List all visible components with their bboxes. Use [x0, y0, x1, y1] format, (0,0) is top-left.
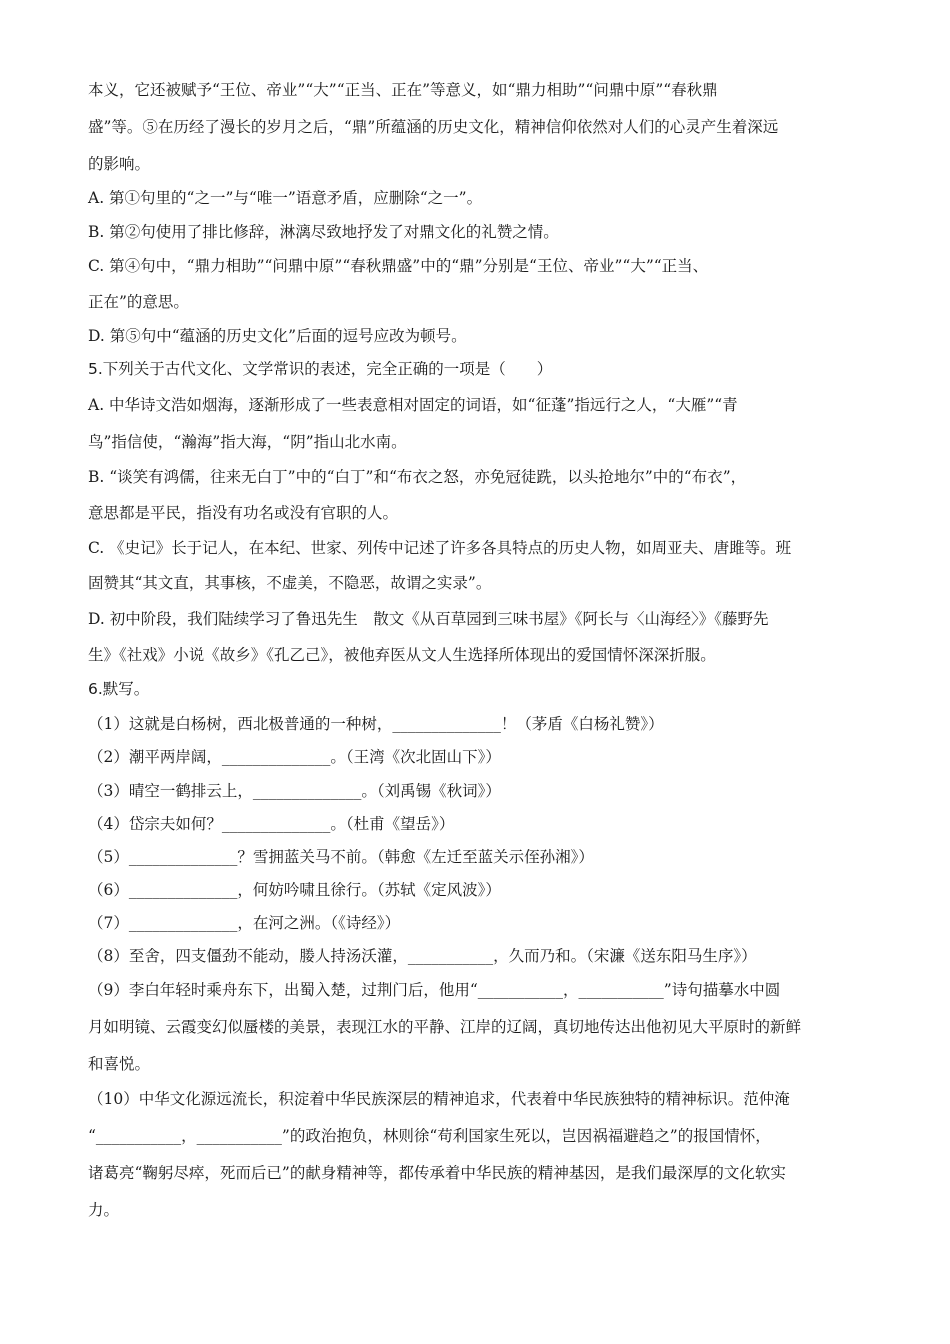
dictation-item: （2）潮平两岸阔，______________。（王湾《次北固山下》）	[88, 748, 501, 766]
option-b: B. “谈笑有鸿儒，往来无白丁”中的“白丁”和“布衣之怒，亦免冠徒跣，以头抢地尔”中的“布衣”，	[88, 468, 747, 486]
dictation-item: （7）______________，在河之洲。（《诗经》）	[88, 914, 401, 932]
question-5: 5.下列关于古代文化、文学常识的表述，完全正确的一项是（ ）	[88, 360, 553, 378]
dictation-item: （5）______________？雪拥蓝关马不前。（韩愈《左迁至蓝关示侄孙湘》）	[88, 848, 594, 866]
text-line: 意思都是平民，指没有功名或没有官职的人。	[88, 504, 399, 522]
text-line: 本义，它还被赋予“王位、帝业”“大”“正当、正在”等意义，如“鼎力相助”“问鼎中原”“春秋鼎	[88, 81, 718, 99]
text-line: 鸟”指信使，“瀚海”指大海，“阴”指山北水南。	[88, 433, 407, 451]
option-d: D. 第⑤句中“蕴涵的历史文化”后面的逗号应改为顿号。	[88, 327, 467, 345]
option-a: A. 第①句里的“之一”与“唯一”语意矛盾，应删除“之一”。	[88, 189, 483, 207]
text-line: 的影响。	[88, 155, 151, 173]
text-line: 月如明镜、云霞变幻似蜃楼的美景，表现江水的平静、江岸的辽阔，真切地传达出他初见大平原时的新鲜	[88, 1018, 802, 1036]
text-line: 盛”等。⑤在历经了漫长的岁月之后，“鼎”所蕴涵的历史文化，精神信仰依然对人们的心灵产生着深远	[88, 118, 779, 136]
text-line: 正在”的意思。	[88, 293, 189, 311]
option-b: B. 第②句使用了排比修辞，淋漓尽致地抒发了对鼎文化的礼赞之情。	[88, 223, 559, 241]
option-c: C. 第④句中，“鼎力相助”“问鼎中原”“春秋鼎盛”中的“鼎”分别是“王位、帝业”“大”“正当、	[88, 257, 709, 275]
option-a: A. 中华诗文浩如烟海，逐渐形成了一些表意相对固定的词语，如“征蓬”指远行之人，“大雁”“青	[88, 396, 738, 414]
text-line: 诸葛亮“鞠躬尽瘁，死而后已”的献身精神等，都传承着中华民族的精神基因，是我们最深厚的文化软实	[88, 1164, 786, 1182]
option-c: C. 《史记》长于记人，在本纪、世家、列传中记述了许多各具特点的历史人物，如周亚夫、唐雎等。班	[88, 539, 792, 557]
dictation-item: （10）中华文化源远流长，积淀着中华民族深层的精神追求，代表着中华民族独特的精神标识。范仲淹	[88, 1090, 790, 1108]
dictation-item: （4）岱宗夫如何？______________。（杜甫《望岳》）	[88, 815, 455, 833]
text-line: 和喜悦。	[88, 1055, 151, 1073]
question-6: 6.默写。	[88, 680, 150, 698]
option-d: D. 初中阶段，我们陆续学习了鲁迅先生 散文《从百草园到三味书屋》《阿长与〈山海经〉》《藤野先	[88, 610, 769, 628]
text-line: 生》《社戏》小说《故乡》《孔乙己》，被他弃医从文人生选择所体现出的爱国情怀深深折服。	[88, 646, 716, 664]
text-line: 固赞其“其文直，其事核，不虚美，不隐恶，故谓之实录”。	[88, 574, 492, 592]
dictation-item: （1）这就是白杨树，西北极普通的一种树，______________！（茅盾《白杨礼赞》）	[88, 715, 664, 733]
text-line: 力。	[88, 1201, 120, 1219]
text-line: “___________，___________”的政治抱负，林则徐“苟利国家生死以，岂因祸福避趋之”的报国情怀，	[88, 1127, 771, 1145]
dictation-item: （3）晴空一鹤排云上，______________。（刘禹锡《秋词》）	[88, 782, 501, 800]
dictation-item: （6）______________，何妨吟啸且徐行。（苏轼《定风波》）	[88, 881, 501, 899]
dictation-item: （8）至舍，四支僵劲不能动，媵人持汤沃灌，___________，久而乃和。（宋濂《送东阳马生序》）	[88, 947, 757, 965]
dictation-item: （9）李白年轻时乘舟东下，出蜀入楚，过荆门后，他用“___________，___________”诗句描摹水中圆	[88, 981, 781, 999]
